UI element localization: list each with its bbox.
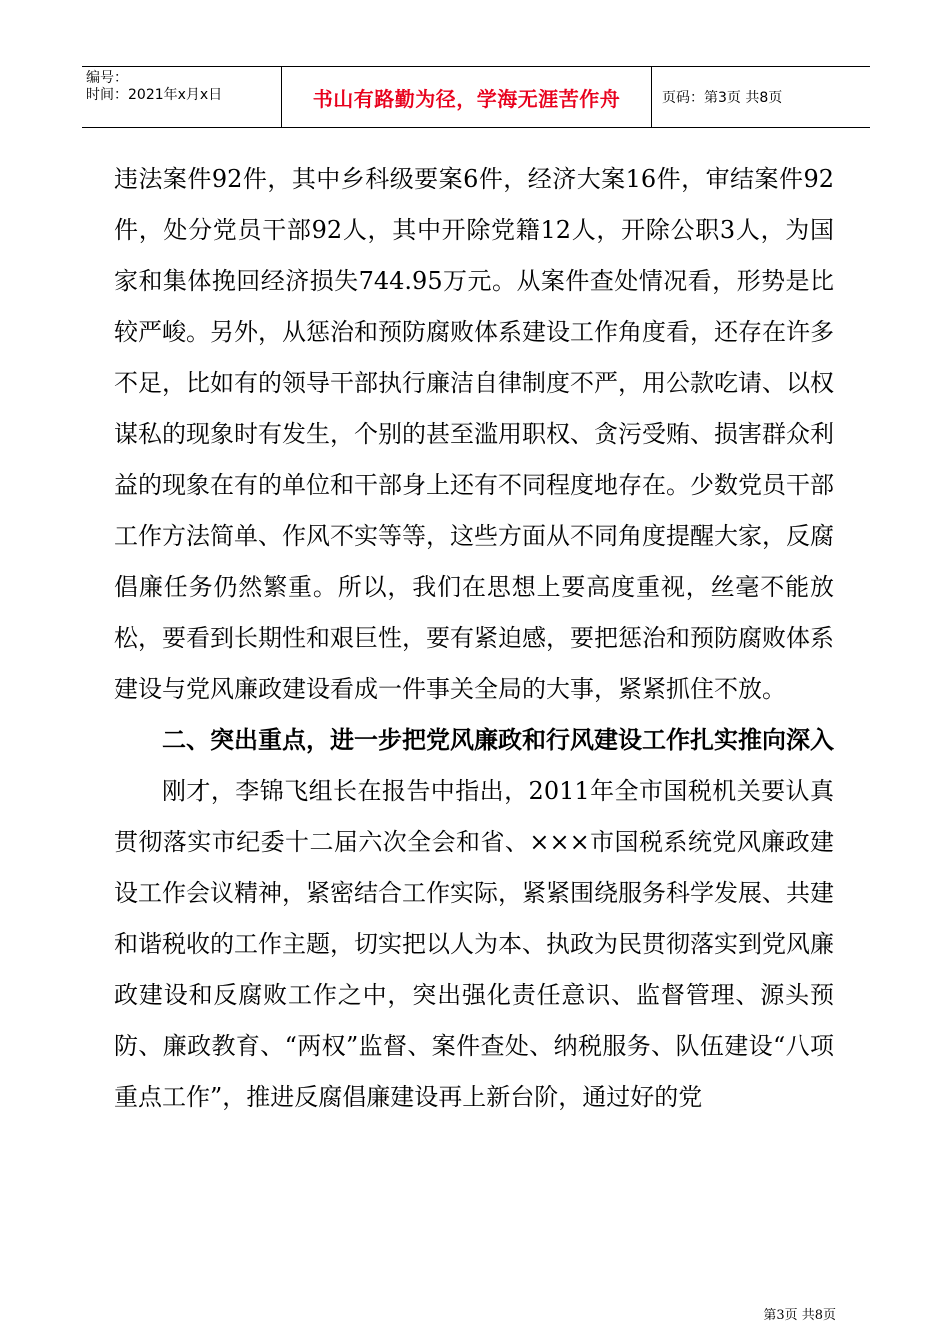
document-body xyxy=(114,154,834,1123)
header-meta-cell xyxy=(82,67,282,127)
section-heading: 二、突出重点，进一步把党风廉政和行风建设工作扎实推向深入 xyxy=(162,726,834,754)
document-date-label: 时间：2021年x月x日 xyxy=(86,87,223,103)
header-motto: 书山有路勤为径，学海无涯苦作舟 xyxy=(282,67,652,127)
body-paragraph: 刚才，李锦飞组长在报告中指出，2011年全市国税机关要认真贯彻落实市纪委十二届六次全会和省、×××市国税系统党风廉政建设工作会议精神，紧密结合工作实际，紧紧围绕服务科学发展、共建和谐税收的工作主题，切实把以人为本、执政为民贯彻落实到党风廉政建设和反腐败工作之中，突出强化责任意识、监督管理、源头预防、廉政教育、“两权”监督、案件查处、纳税服务、队伍建设“八项重点工作”，推进反腐倡廉建设再上新台阶，通过好的党 xyxy=(114,777,834,1111)
body-paragraph: 违法案件92件，其中乡科级要案6件，经济大案16件，审结案件92件，处分党员干部92人，其中开除党籍12人，开除公职3人，为国家和集体挽回经济损失744.95万元。从案件查处情况看，形势是比较严峻。另外，从惩治和预防腐败体系建设工作角度看，还存在许多不足，比如有的领导干部执行廉洁自律制度不严，用公款吃请、以权谋私的现象时有发生，个别的甚至滥用职权、贪污受贿、损害群众利益的现象在有的单位和干部身上还有不同程度地存在。少数党员干部工作方法简单、作风不实等等，这些方面从不同角度提醒大家，反腐倡廉任务仍然繁重。所以，我们在思想上要高度重视，丝毫不能放松，要看到长期性和艰巨性，要有紧迫感，要把惩治和预防腐败体系建设与党风廉政建设看成一件事关全局的大事，紧紧抓住不放。 xyxy=(114,165,834,703)
document-number-label: 编号： xyxy=(86,70,128,86)
footer-page-number: 第3页 共8页 xyxy=(763,1308,836,1323)
header-table xyxy=(82,66,870,128)
header-page-label: 页码：第3页 共8页 xyxy=(662,90,783,106)
